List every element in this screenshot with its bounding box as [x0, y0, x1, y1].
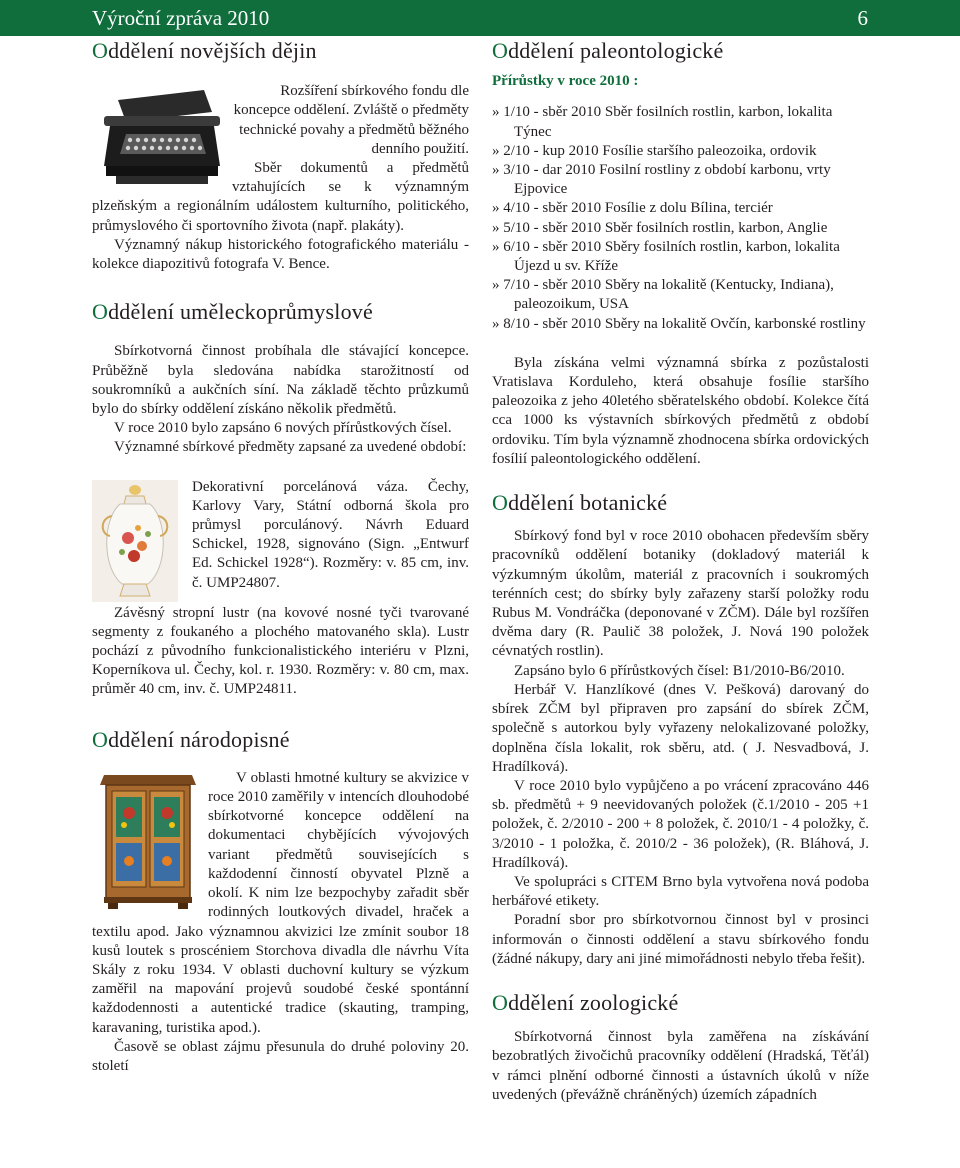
section-botany [492, 527, 869, 969]
paragraph: Sbírkotvorná činnost byla zaměřena na získávání bezobratlých živočichů pracovníky oddělení (Hradská, Těťál) v rámci plnění odborné činnosti a ústavních úkolů v níže uvedených (převážně chráněných) územích západních [492, 1029, 869, 1103]
heading-ethnography: Oddělení národopisné [92, 726, 290, 752]
list-item: » 2/10 - kup 2010 Fosílie staršího paleozoika, ordovik [492, 142, 817, 159]
report-title: Výroční zpráva 2010 [92, 6, 270, 30]
paragraph: Významné sbírkové předměty zapsané za uvedené období: [114, 439, 467, 456]
paragraph-chandelier: Závěsný stropní lustr (na kovové nosné tyči tvarované segmenty z foukaného a plochého matovaného skla). Lustr pochází z původního funkcionalistického interiéru v Plzni, Koperníkova ul. Čechy, kol. r. 1930. Rozměry: v. 80 cm, max. průměr 40 cm, inv. č. UMP24811. [92, 604, 469, 698]
paragraph: Rozšíření sbírkového fondu dle koncepce oddělení. Zvláště o předměty technické povahy a předmětů běžného denního použití. [233, 83, 469, 157]
list-item: » 4/10 - sběr 2010 Fosílie z dolu Bílina, terciér [492, 200, 773, 217]
paragraph: Sbírkotvorná činnost probíhala dle stávající koncepce. Průběžně byla sledována nabídka starožitností od soukromníků a aukčních síní. Na základě těchto průzkumů bylo do sbírky oddělení získáno několik předmětů. [92, 343, 469, 418]
heading-applied-arts: Oddělení uměleckoprůmyslové [92, 299, 373, 325]
paragraph: Sbírkový fond byl v roce 2010 obohacen především sběry pracovníků oddělení botaniky (dokladový materiál k výzkumným úkolům, materiál z pracovních i soukromých terénních cest; do sbírky byly zařazeny starší položky rodu Rubus M. Vondráčka (deponované v ZČM). Dále byl rozšířen dvěma dary (R. Paulič 38 položek, J. Nová 190 položek cévnatých rostlin). [492, 528, 869, 660]
list-item: » 5/10 - sběr 2010 Sběr fosilních rostlin, karbon, Anglie [492, 219, 828, 236]
paragraph: Sběr dokumentů a předmětů vztahujících se k významným plzeňským a regionálním událostem kulturního, politického, průmyslového či sportovního života (např. plakáty). [92, 160, 469, 234]
list-item: » 1/10 - sběr 2010 Sběr fosilních rostlin, karbon, lokalita Týnec [492, 104, 833, 140]
subheading-acquisitions: Přírůstky v roce 2010 : [492, 73, 639, 90]
paragraph: Poradní sbor pro sbírkotvornou činnost byl v prosinci informován o činnosti oddělení a stavu sbírkového fondu (žádné nákupy, dary ani jiné mimořádnosti nebylo třeba řešit). [492, 912, 869, 967]
left-column [92, 40, 469, 1076]
page-header [0, 0, 960, 36]
heading-botany: Oddělení botanické [492, 490, 668, 516]
list-item: » 8/10 - sběr 2010 Sběry na lokalitě Ovčín, karbonské rostliny [492, 315, 866, 332]
heading-zoology: Oddělení zoologické [492, 989, 679, 1015]
paragraph: V oblasti hmotné kultury se akvizice v roce 2010 zaměřily v intencích dlouhodobé sbírkotvorné koncepce oddělení na dokumentaci chybějících vývojových variant předmětů souvisejících s každodenní činností obyvatel Plzně a okolí. K nim lze bezpochyby zařadit sběr rodinných loutkových divadel, hraček a textilu apod. Jako významnou akvizici lze zmínit soubor 18 kusů loutek s proscéniem Storchova divadla dle návrhu Víta Skály z roku 1934. V oblasti duchovní kultury se výzkum zaměřil na mapování projevů soudobé české spontánní každodennosti a autentické tradice (skauting, tramping, karavaning, turistika apod.). [92, 769, 469, 1036]
heading-modern-history: Oddělení novějších dějin [92, 38, 317, 63]
section-applied-arts [92, 342, 469, 699]
paragraph: Zapsáno bylo 6 přírůstkových čísel: B1/2010-B6/2010. [514, 662, 845, 679]
paragraph: Časově se oblast zájmu přesunula do druhé poloviny 20. století [92, 1038, 469, 1074]
paragraph: Významný nákup historického fotografického materiálu - kolekce diapozitivů fotografa V. Bence. [92, 236, 469, 273]
vase-block [92, 478, 469, 604]
right-column [492, 40, 869, 1105]
list-item: » 6/10 - sběr 2010 Sběry fosilních rostlin, karbon, lokalita Újezd u sv. Kříže [492, 238, 840, 275]
paragraph: Ve spolupráci s CITEM Brno byla vytvořena nová podoba herbářové etikety. [492, 873, 869, 910]
paragraph: Byla získána velmi významná sbírka z pozůstalosti Vratislava Korduleho, která obsahuje fosílie staršího paleozoika z jeho 40letého sběratelského období. Kolekce čítá cca 1000 ks výstavních sbírkových předmětů z období ordoviku. Tím byla významně zhodnocena sbírka ordovických fosílií paleontologického oddělení. [492, 354, 869, 467]
paragraph: Herbář V. Hanzlíkové (dnes V. Pešková) darovaný do sbírek ZČM byl připraven pro zapsání do sbírek ZČM, společně s autorkou byly vyřazeny nelokalizované položky, doplněna čísla lokalit, rok sběru, atd. ( J. Nesvadbová, J. Hradílková). [492, 681, 869, 775]
acquisitions-list [492, 103, 869, 333]
heading-paleontology: Oddělení paleontologické [492, 38, 724, 63]
section-ethnography [92, 769, 469, 1076]
section-modern-history [92, 82, 469, 274]
paragraph-vase: Dekorativní porcelánová váza. Čechy, Karlovy Vary, Státní odborná škola pro průmysl porculánový. Návrh Eduard Schickel, 1928, signováno (Sign. „Entwurf Ed. Schickel 1928“). Rozměry: v. 85 cm, inv. č. UMP24807. [192, 478, 469, 591]
typewriter-photo [96, 82, 224, 194]
paragraph: V roce 2010 bylo vypůjčeno a po vrácení zpracováno 446 sb. předmětů + 9 neevidovaných položek (č.1/2010 - 205 +1 položek, č. 2/2010 - 200 + 8 položek, č. 2010/1 - 4 položky, č. 3/2010 - 1 položka, č. 2010/2 - 36 položek), (R. Bláhová, J. Hradílková). [492, 777, 869, 871]
painted-cabinet-photo [100, 769, 196, 909]
paragraph: V roce 2010 bylo zapsáno 6 nových přírůstkových čísel. [114, 420, 452, 437]
page-number: 6 [857, 6, 868, 30]
list-item: » 3/10 - dar 2010 Fosilní rostliny z období karbonu, vrty Ejpovice [492, 162, 831, 198]
porcelain-vase-photo [92, 480, 178, 602]
list-item: » 7/10 - sběr 2010 Sběry na lokalitě (Kentucky, Indiana), paleozoikum, USA [492, 277, 834, 313]
